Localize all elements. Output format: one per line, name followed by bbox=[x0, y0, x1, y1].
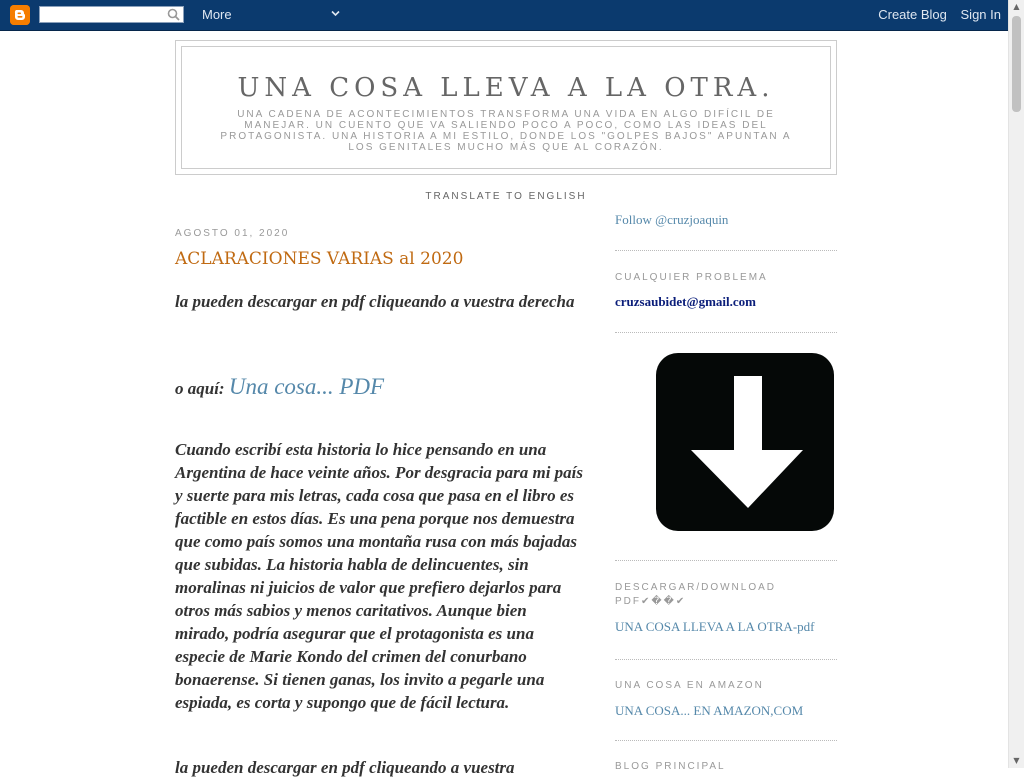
post-paragraph-pdf bbox=[175, 374, 585, 400]
sign-in-link[interactable]: Sign In bbox=[960, 7, 1001, 22]
scroll-up-arrow-icon[interactable]: ▲ bbox=[1013, 2, 1020, 11]
contact-email: cruzsaubidet@gmail.com bbox=[615, 294, 756, 309]
twitter-follow-link[interactable]: Follow @cruzjoaquin bbox=[615, 212, 729, 227]
blogger-navbar bbox=[0, 0, 1009, 31]
chevron-down-icon[interactable] bbox=[330, 8, 341, 19]
sidebar-divider bbox=[615, 250, 837, 251]
sidebar-divider bbox=[615, 659, 837, 660]
post-paragraph: la pueden descargar en pdf cliqueando a vuestra derecha bbox=[175, 292, 575, 311]
post-date: AGOSTO 01, 2020 bbox=[175, 228, 290, 239]
sidebar-pdf-link[interactable]: UNA COSA LLEVA A LA OTRA-pdf bbox=[615, 619, 815, 634]
sidebar-heading-problem: CUALQUIER PROBLEMA bbox=[615, 272, 768, 283]
post-paragraph: la pueden descargar en pdf cliqueando a vuestra bbox=[175, 758, 515, 777]
sidebar-divider bbox=[615, 332, 837, 333]
search-input[interactable] bbox=[40, 7, 173, 22]
blog-header bbox=[175, 40, 837, 175]
post-paragraph: Cuando escribí esta historia lo hice pensando en una Argentina de hace veinte años. Por desgracia para mi país y suerte para mis letras, cada cosa que pasa en el libro es factible en estos días. Es una pena porque nos demuestra que como país somos una montaña rusa con más bajadas que subidas. La historia habla de delincuentes, sin moralinas ni juicios de valor que prefiero dejarlos para otros más sabios y menos caritativos. Aunque bien mirado, podría asegurar que el protagonista es una especie de Marie Kondo del crimen del conurbano bonaerense. Si tienen ganas, los invito a pegarle una espiada, es corta y supongo que de fácil lectura. bbox=[175, 440, 583, 712]
search-icon[interactable] bbox=[167, 8, 180, 21]
download-arrow-icon[interactable] bbox=[655, 352, 835, 532]
pdf-download-link[interactable]: Una cosa... PDF bbox=[228, 374, 385, 399]
blog-description: UNA CADENA DE ACONTECIMIENTOS TRANSFORMA UNA VIDA EN ALGO DIFÍCIL DE MANEJAR. UN CUENTO QUE VA SALIENDO POCO A POCO, COMO LAS IDEAS DEL PROTAGONISTA. UNA HISTORIA A MI ESTILO, DONDE LOS "GOLPES BAJOS" APUNTAN A LOS GENITALES MUCHO MÁS QUE AL CORAZÓN. bbox=[220, 109, 792, 153]
post-title[interactable]: ACLARACIONES VARIAS al 2020 bbox=[175, 249, 464, 269]
more-menu[interactable]: More bbox=[202, 7, 232, 22]
sidebar-heading-amazon: UNA COSA EN AMAZON bbox=[615, 680, 764, 691]
blog-search-box[interactable] bbox=[39, 6, 184, 23]
navbar-account-links bbox=[868, 7, 1001, 22]
blog-title[interactable]: UNA COSA LLEVA A LA OTRA. bbox=[237, 73, 775, 103]
blogger-logo-icon[interactable] bbox=[10, 5, 30, 25]
translate-widget[interactable]: TRANSLATE TO ENGLISH bbox=[425, 191, 587, 202]
sidebar-heading-download: DESCARGAR/DOWNLOAD PDF✔��✔ bbox=[615, 582, 777, 607]
page-scrollbar[interactable] bbox=[1008, 0, 1024, 768]
create-blog-link[interactable]: Create Blog bbox=[878, 7, 947, 22]
pdf-prefix-text: o aquí: bbox=[175, 379, 229, 398]
blog-header-inner bbox=[181, 46, 831, 169]
sidebar-divider bbox=[615, 560, 837, 561]
scrollbar-thumb[interactable] bbox=[1012, 16, 1021, 112]
scroll-down-arrow-icon[interactable]: ▼ bbox=[1013, 756, 1020, 765]
sidebar-heading-main-blog: BLOG PRINCIPAL bbox=[615, 761, 726, 772]
amazon-link[interactable]: UNA COSA... EN AMAZON,COM bbox=[615, 703, 804, 718]
sidebar-divider bbox=[615, 740, 837, 741]
